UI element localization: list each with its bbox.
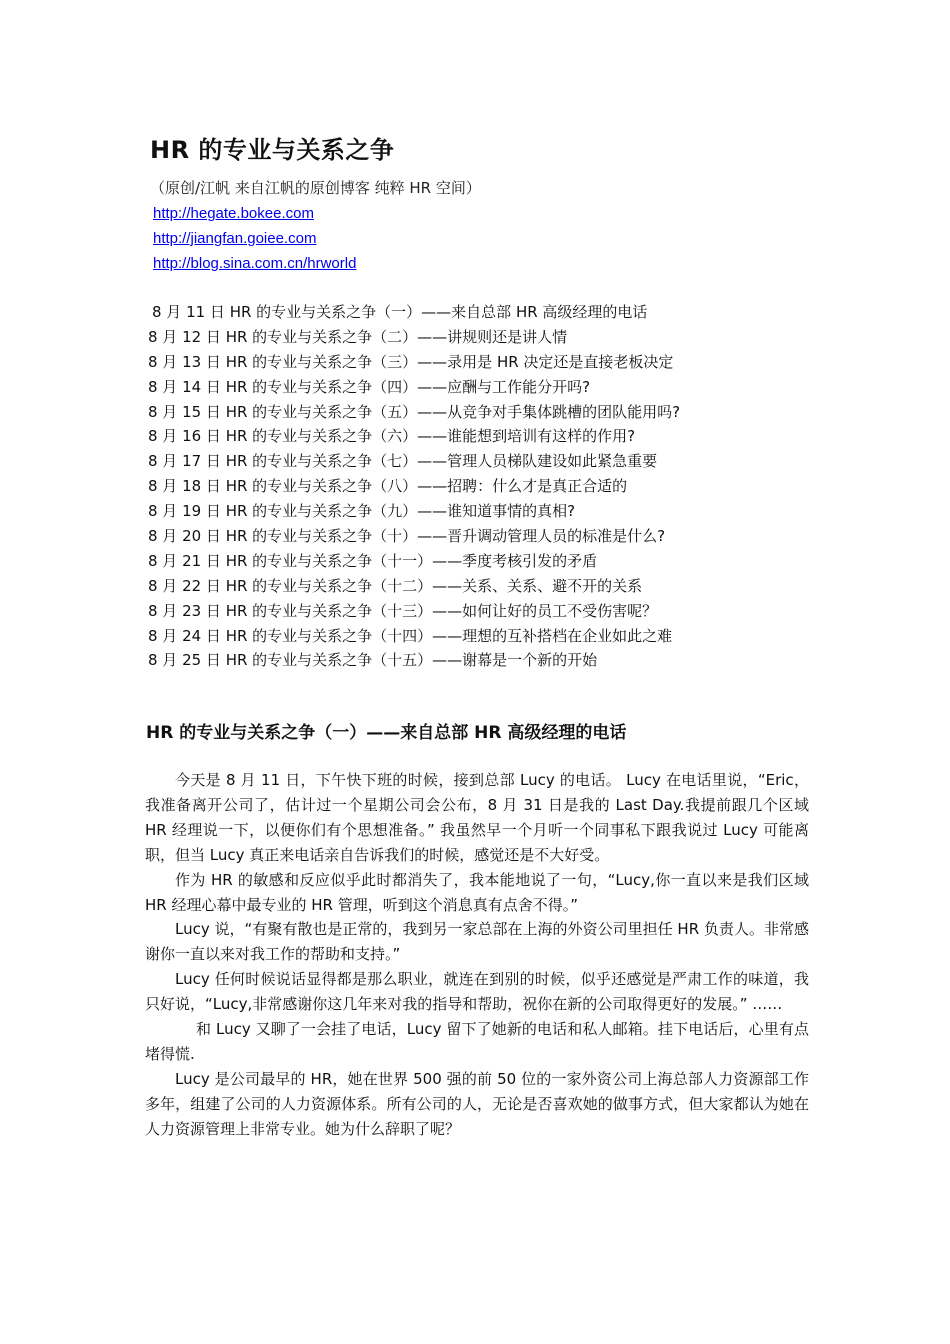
toc-item: 8 月 11 日 HR 的专业与关系之争（一）——来自总部 HR 高级经理的电话 <box>152 303 648 321</box>
body-paragraph: 作为 HR 的敏感和反应似乎此时都消失了，我本能地说了一句，“Lucy,你一直以来是我们区域 HR 经理心幕中最专业的 HR 管理，听到这个消息真有点舍不得。” <box>145 870 809 914</box>
toc-item: 8 月 19 日 HR 的专业与关系之争（九）——谁知道事情的真相? <box>148 502 576 521</box>
toc-item: 8 月 21 日 HR 的专业与关系之争（十一）——季度考核引发的矛盾 <box>148 551 598 570</box>
toc-item: 8 月 22 日 HR 的专业与关系之争（十二）——关系、关系、避不开的关系 <box>148 576 643 595</box>
toc-item: 8 月 23 日 HR 的专业与关系之争（十三）——如何让好的员工不受伤害呢？ <box>148 601 658 620</box>
toc-item: 8 月 24 日 HR 的专业与关系之争（十四）——理想的互补搭档在企业如此之难 <box>148 626 673 645</box>
toc-item: 8 月 20 日 HR 的专业与关系之争（十）——晋升调动管理人员的标准是什么? <box>148 527 666 546</box>
body-paragraph: Lucy 说，“有聚有散也是正常的，我到另一家总部在上海的外资公司里担任 HR 负责人。非常感谢你一直以来对我工作的帮助和支持。” <box>145 920 809 964</box>
toc-item: 8 月 12 日 HR 的专业与关系之争（二）——讲规则还是讲人情 <box>148 327 568 346</box>
toc-item: 8 月 13 日 HR 的专业与关系之争（三）——录用是 HR 决定还是直接老板决定 <box>148 352 674 371</box>
toc-item: 8 月 18 日 HR 的专业与关系之争（八）——招聘：什么才是真正合适的 <box>148 477 628 496</box>
blog-link-sina[interactable]: http://blog.sina.com.cn/hrworld <box>153 255 357 272</box>
body-paragraph: 今天是 8 月 11 日，下午快下班的时候，接到总部 Lucy 的电话。 Lucy 在电话里说，“Eric，我准备离开公司了，估计过一个星期公司会公布，8 月 31 日是我的 Last Day.我提前跟几个区域 HR 经理说一下，以便你们有个思想准备。” 我虽然早一个月听一个同事私下跟我说过 Lucy 可能离职，但当 Lucy 真正来电话亲自告诉我们的时候，感觉还是不大好受。 <box>145 771 809 864</box>
body-paragraph: 和 Lucy 又聊了一会挂了电话，Lucy 留下了她新的电话和私人邮箱。挂下电话后，心里有点堵得慌. <box>145 1020 809 1063</box>
toc-item: 8 月 15 日 HR 的专业与关系之争（五）——从竞争对手集体跳槽的团队能用吗? <box>148 402 681 421</box>
body-paragraph: Lucy 是公司最早的 HR，她在世界 500 强的前 50 位的一家外资公司上海总部人力资源部工作多年，组建了公司的人力资源体系。所有公司的人，无论是否喜欢她的做事方式，但大家都认为她在人力资源管理上非常专业。她为什么辞职了呢？ <box>145 1069 809 1138</box>
toc-item: 8 月 25 日 HR 的专业与关系之争（十五）——谢幕是一个新的开始 <box>148 651 598 670</box>
table-of-contents <box>148 300 680 673</box>
article-body <box>145 768 809 1142</box>
toc-item: 8 月 17 日 HR 的专业与关系之争（七）——管理人员梯队建设如此紧急重要 <box>148 452 658 471</box>
toc-item: 8 月 14 日 HR 的专业与关系之争（四）——应酬与工作能分开吗? <box>148 377 591 396</box>
document-title: HR 的专业与关系之争 <box>150 136 395 164</box>
document-subtitle: （原创/江帆 来自江帆的原创博客 纯粹 HR 空间） <box>150 179 481 197</box>
body-paragraph: Lucy 任何时候说话显得都是那么职业，就连在到别的时候，似乎还感觉是严肃工作的味道，我只好说，“Lucy,非常感谢你这几年来对我的指导和帮助，祝你在新的公司取得更好的发展。” …… <box>145 970 809 1014</box>
blog-links <box>153 201 356 276</box>
blog-link-hegate[interactable]: http://hegate.bokee.com <box>153 205 314 222</box>
toc-item: 8 月 16 日 HR 的专业与关系之争（六）——谁能想到培训有这样的作用? <box>148 427 636 446</box>
section-heading: HR 的专业与关系之争（一）——来自总部 HR 高级经理的电话 <box>146 723 627 743</box>
blog-link-goiee[interactable]: http://jiangfan.goiee.com <box>153 230 317 247</box>
